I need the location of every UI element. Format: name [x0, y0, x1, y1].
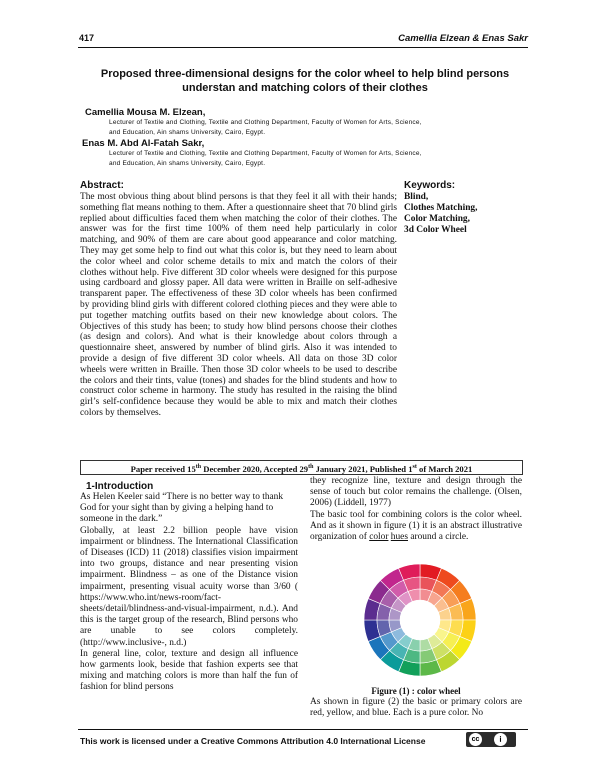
- column-left: [80, 492, 298, 694]
- license-text: This work is licensed under a Creative Commons Attribution 4.0 International License: [80, 736, 426, 746]
- paragraph: Globally, at least 2.2 billion people have vision impairment or blindness. The International Classification of Diseases (ICD) 11 (2018) classifies vision impairment into two groups, distance and near presenting vision impairment. Blindness – as one of the Distance vision impairment, presenting visual acuity worse than 3/60 ( https://www.who.int/news-room/fact-sheets/detail/blindness-and-visual-impairment, n.d.). And this is the target group of the research, Blind persons who are unable to see colors completely. (http://www.inclusive-, n.d.): [80, 525, 298, 648]
- author-affiliation: Lecturer of Textile and Clothing, Textile and Clothing Department, Faculty of Women for Arts, Science, and Education, Ain shams University, Cairo, Egypt.: [109, 150, 422, 167]
- author-block-2: [82, 138, 422, 169]
- keywords-list: [404, 192, 477, 236]
- wheel-center: [400, 600, 440, 640]
- column-right: [310, 476, 522, 543]
- attribution-icon: i: [494, 733, 507, 746]
- keyword: 3d Color Wheel: [404, 225, 467, 235]
- paragraph: As Helen Keeler said “There is no better way to thank God for your sight than by giving a helping hand to someone in the dark.”: [80, 492, 284, 525]
- keyword: Color Matching,: [404, 214, 470, 224]
- abstract-heading: Abstract:: [80, 180, 124, 191]
- paragraph: As shown in figure (2) the basic or primary colors are red, yellow, and blue. Each is a pure color. No: [310, 697, 522, 719]
- abstract-text: The most obvious thing about blind persons is that they feel it all with their hands; something flat means nothing to them. After a questionnaire sheet that 70 blind girls replied about difficulties faced them when matching the color of their clothes. The answer was for the first time 100% of them need help particularly in color matching, and 90% of them are care about good appearance and color matching. They may get some help to find out what this color is, but they need to learn about the color wheel and color scheme details to mix and match the colors of their clothes without help. Five different 3D color wheels were designed for this purpose using cardboard and glossy paper. All data were written in Braille on self-adhesive transparent paper. The effectiveness of these 3D color wheels has been confirmed by providing blind girls with different colored clothing pieces and they were able to put together matching outfits based on their new knowledge about colors. The Objectives of this study has been; to study how blind persons choose their clothes (as design and colors). And what is their knowledge about colors through a questionnaire sheet, answered by number of blind girls. Also it was intended to provide a design of five different 3D color wheels. All data on those 3D color wheels were written in Braille. Then those 3D color wheels to be used to describe the colors and their tints, value (tones) and shades for the blind students and how to construct color scheme in harmony. The study has resulted in the raising the blind girl’s self-confidence because they would be able to mix and match their clothes colors by themselves.: [80, 192, 397, 418]
- author-affiliation: Lecturer of Textile and Clothing, Textile and Clothing Department, Faculty of Women for Arts, Science, and Education, Ain shams University, Cairo, Egypt.: [109, 119, 422, 136]
- keyword: Blind,: [404, 192, 429, 202]
- section-heading-introduction: 1-Introduction: [86, 481, 154, 492]
- page-number: 417: [79, 33, 95, 43]
- footer-rule: [78, 729, 528, 730]
- author-name: Camellia Mousa M. Elzean,: [85, 107, 206, 118]
- cc-icon: cc: [469, 733, 482, 746]
- paragraph: they recognize line, texture and design through the sense of touch but color remains the challenge. (Olsen, 2006) (Liddell, 1977): [310, 476, 522, 509]
- paper-dates-box: Paper received 15th December 2020, Accepted 29th January 2021, Published 1st of March 2021: [80, 460, 523, 475]
- keyword: Clothes Matching,: [404, 203, 478, 213]
- cc-by-badge[interactable]: [466, 732, 516, 747]
- paper-title: Proposed three-dimensional designs for the color wheel to help blind persons understan and matching colors of their clothes: [100, 68, 510, 94]
- by-label: BY: [495, 740, 501, 745]
- paragraph: The basic tool for combining colors is the color wheel. And as it shown in figure (1) it is an abstract illustrative organization of color hues around a circle.: [310, 509, 522, 543]
- header-rule: [78, 47, 528, 48]
- author-name: Enas M. Abd Al-Fatah Sakr,: [82, 138, 205, 149]
- column-right-continued: [310, 697, 522, 719]
- author-block-1: [85, 107, 422, 138]
- keywords-heading: Keywords:: [404, 180, 456, 191]
- paragraph: In general line, color, texture and design all influence how garments look, beside that fashion experts see that mixing and matching colors is more than half the fun of fashion for blind persons: [80, 648, 298, 693]
- color-wheel-figure: [364, 564, 476, 676]
- figure-caption: Figure (1) : color wheel: [371, 686, 461, 696]
- running-header-authors: Camellia Elzean & Enas Sakr: [398, 33, 528, 44]
